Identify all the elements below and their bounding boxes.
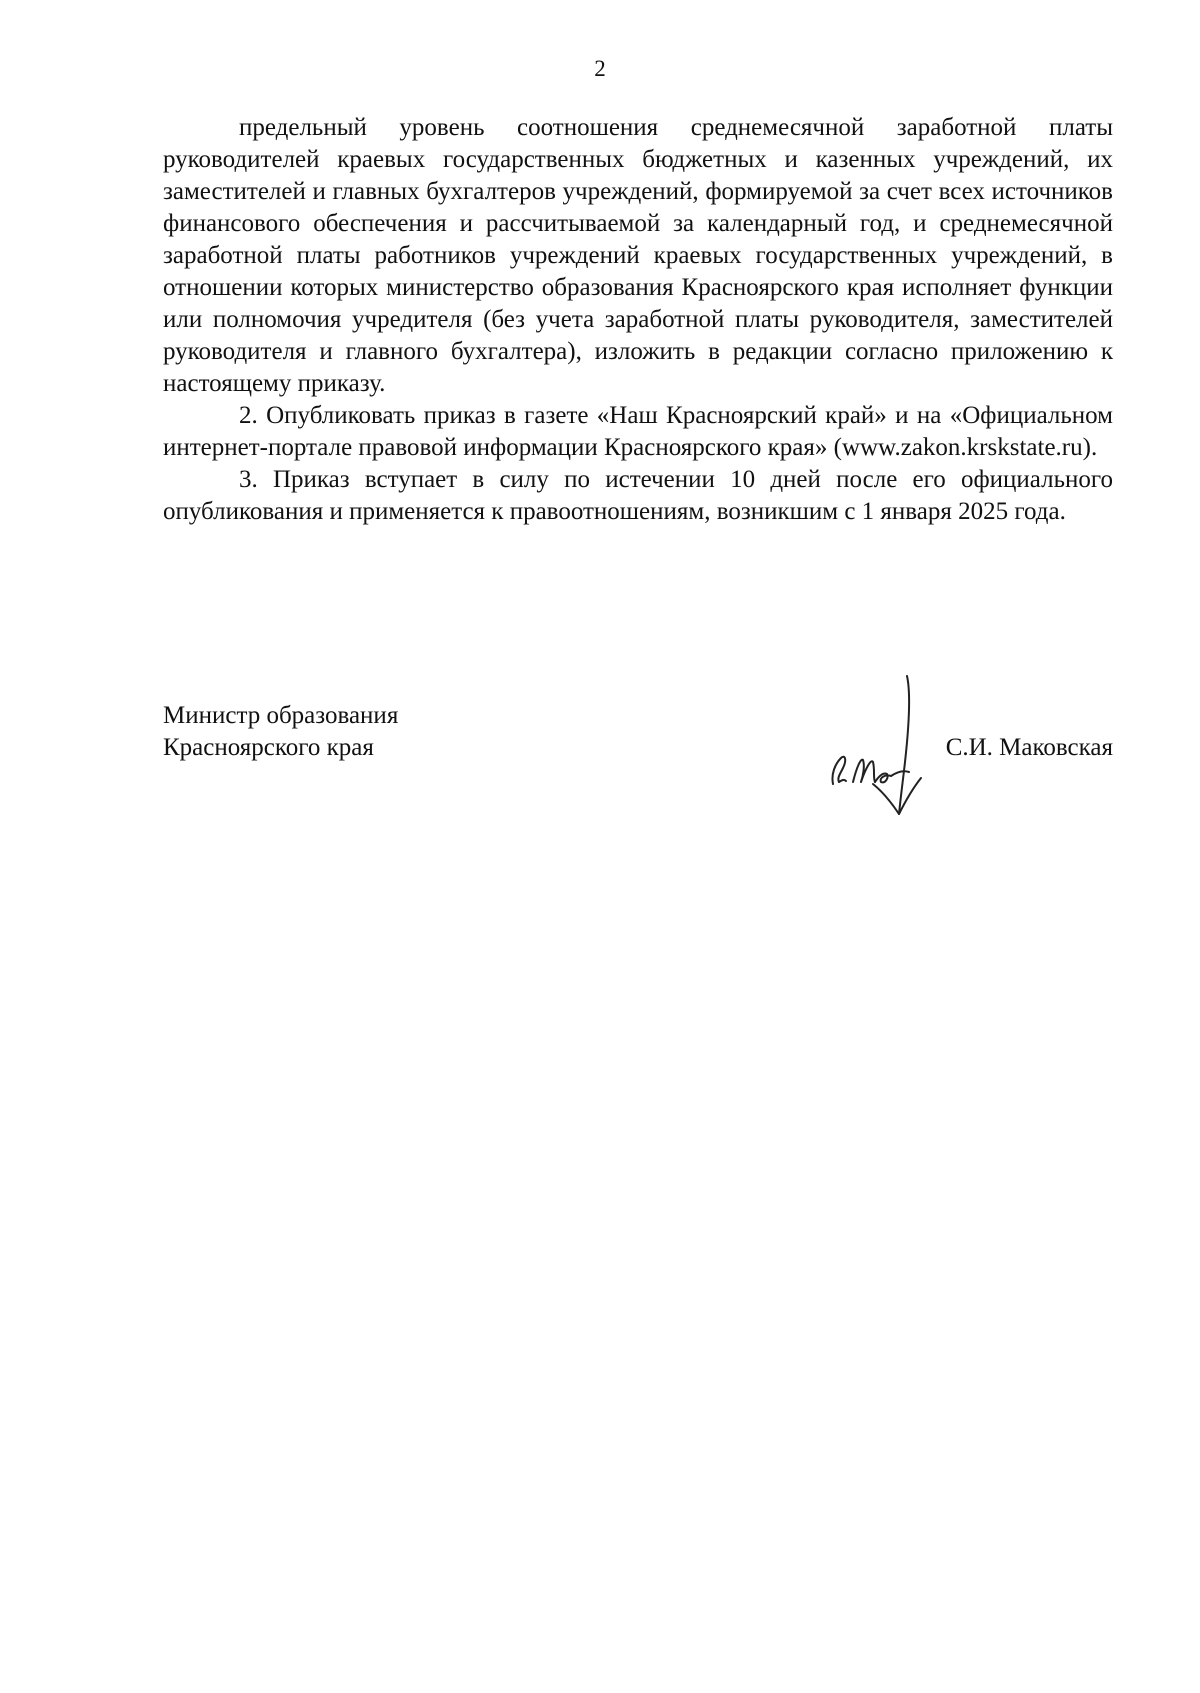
signer-position-line-1: Министр образования [163, 702, 399, 729]
signature-block [163, 700, 1113, 820]
signer-name: С.И. Маковская [945, 734, 1113, 761]
page-number: 2 [594, 56, 606, 81]
handwritten-signature [825, 666, 935, 816]
signer-position [163, 700, 398, 764]
signer-position-line-2: Красноярского края [163, 734, 374, 761]
paragraph-salary-ratio: предельный уровень соотношения среднемесячной заработной платы руководителей краевых государственных бюджетных и казенных учреждений, их заместителей и главных бухгалтеров учреждений, формируемой за счет всех источников финансового обеспечения и рассчитываемой за календарный год, и среднемесячной заработной платы работников учреждений краевых государственных учреждений, в отношении которых министерство образования Красноярского края исполняет функции или полномочия учредителя (без учета заработной платы руководителя, заместителей руководителя и главного бухгалтера), изложить в редакции согласно приложению к настоящему приказу. [163, 114, 1113, 397]
paragraph-effective-date: 3. Приказ вступает в силу по истечении 10 дней после его официального опубликования и применяется к правоотношениям, возникшим с 1 января 2025 года. [163, 466, 1113, 525]
document-body [163, 112, 1113, 528]
paragraph-publication: 2. Опубликовать приказ в газете «Наш Красноярский край» и на «Официальном интернет-портале правовой информации Красноярского края» (www.zakon.krskstate.ru). [163, 402, 1113, 461]
